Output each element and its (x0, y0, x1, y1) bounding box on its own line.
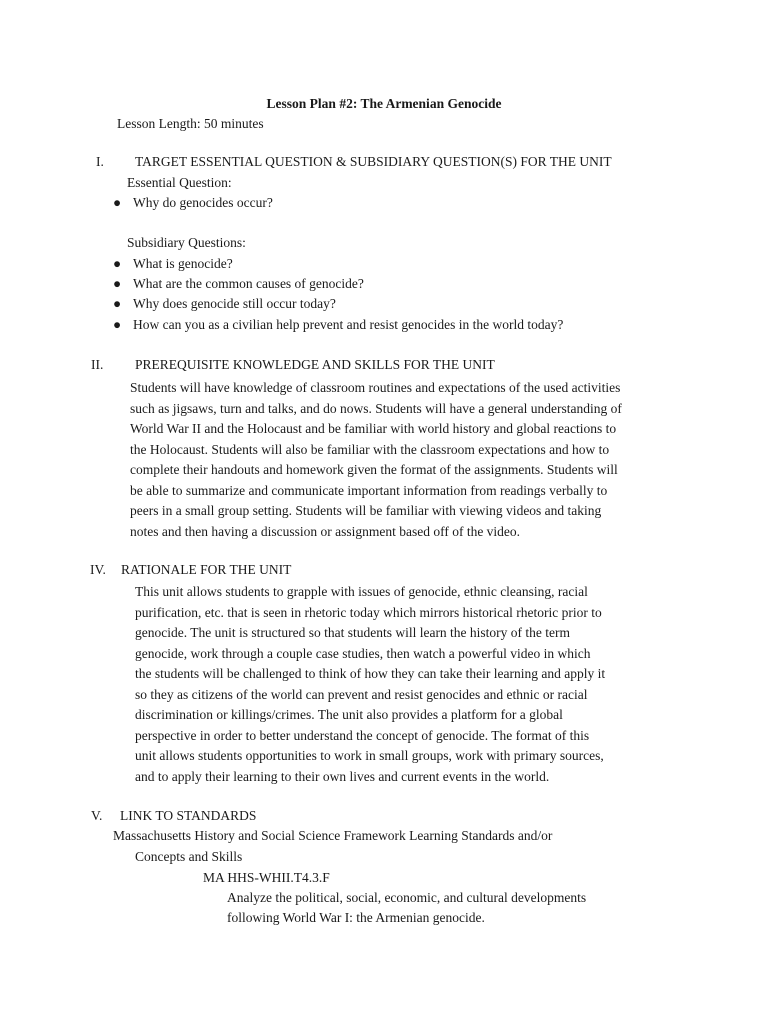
section-4-number: IV. (90, 562, 106, 577)
subsidiary-question-text: Why does genocide still occur today? (133, 296, 336, 311)
paragraph-line: the students will be challenged to think of how they can take their learning and apply it (135, 666, 606, 681)
section-4-heading: RATIONALE FOR THE UNIT (121, 562, 292, 577)
bullet-icon: ● (113, 276, 122, 291)
paragraph-line: World War II and the Holocaust and be familiar with world history and global reactions to (130, 421, 617, 436)
standard-description-line: following World War I: the Armenian genocide. (227, 910, 485, 925)
section-5-number: V. (91, 808, 103, 823)
essential-question-text: Why do genocides occur? (133, 195, 273, 210)
section-2-heading: PREREQUISITE KNOWLEDGE AND SKILLS FOR THE UNIT (135, 357, 495, 372)
paragraph-line: perspective in order to better understand the concept of genocide. The format of this (135, 727, 590, 743)
subsidiary-question-text: How can you as a civilian help prevent and resist genocides in the world today? (133, 317, 564, 332)
bullet-icon: ● (113, 317, 122, 332)
paragraph-line: notes and then having a discussion or assignment based off of the video. (130, 523, 521, 539)
subsidiary-question-text: What is genocide? (133, 256, 233, 271)
section-1-number: I. (96, 154, 104, 169)
lesson-length: Lesson Length: 50 minutes (117, 116, 264, 131)
section-2-number: II. (91, 357, 104, 372)
framework-subtitle: Concepts and Skills (135, 849, 243, 864)
section-1-heading: TARGET ESSENTIAL QUESTION & SUBSIDIARY QUESTION(S) FOR THE UNIT (135, 154, 612, 169)
standard-code: MA HHS-WHII.T4.3.F (203, 870, 330, 885)
framework-title: Massachusetts History and Social Science Framework Learning Standards and/or (113, 828, 553, 843)
paragraph-line: genocide. The unit is structured so that students will learn the history of the term (135, 625, 571, 640)
essential-question-label: Essential Question: (127, 175, 232, 190)
paragraph-line: so they as citizens of the world can prevent and resist genocides and ethnic or racial (135, 686, 588, 702)
page-title: Lesson Plan #2: The Armenian Genocide (266, 96, 502, 111)
subsidiary-questions-label: Subsidiary Questions: (127, 235, 246, 250)
bullet-icon: ● (113, 256, 122, 271)
bullet-icon: ● (113, 296, 122, 311)
standard-description-line: Analyze the political, social, economic, and cultural developments (227, 890, 587, 905)
subsidiary-question-text: What are the common causes of genocide? (133, 276, 364, 291)
paragraph-line: the Holocaust. Students will also be familiar with the classroom expectations and how to (130, 441, 610, 457)
paragraph-line: be able to summarize and communicate important information from readings verbally to (130, 482, 608, 498)
paragraph-line: complete their handouts and homework given the format of the assignments. Students will (130, 462, 618, 477)
paragraph-line: and to apply their learning to their own lives and current events in the world. (135, 768, 550, 784)
paragraph-line: such as jigsaws, turn and talks, and do nows. Students will have a general understanding of (130, 400, 622, 416)
bullet-icon: ● (113, 195, 122, 210)
paragraph-line: peers in a small group setting. Students will be familiar with viewing videos and taking (130, 503, 602, 518)
paragraph-line: genocide, work through a couple case studies, then watch a powerful video in which (135, 645, 591, 661)
paragraph-line: unit allows students opportunities to work in small groups, work with primary sources, (135, 748, 604, 763)
paragraph-line: discrimination or killings/crimes. The unit also provides a platform for a global (135, 707, 563, 722)
paragraph-line: Students will have knowledge of classroom routines and expectations of the used activities (130, 380, 621, 395)
section-5-heading: LINK TO STANDARDS (120, 808, 257, 823)
paragraph-line: This unit allows students to grapple with issues of genocide, ethnic cleansing, racial (135, 584, 588, 599)
paragraph-line: purification, etc. that is seen in rhetoric today which mirrors historical rhetoric prior to (135, 604, 602, 620)
section-4-paragraph (135, 582, 663, 787)
section-2-paragraph (130, 378, 682, 542)
